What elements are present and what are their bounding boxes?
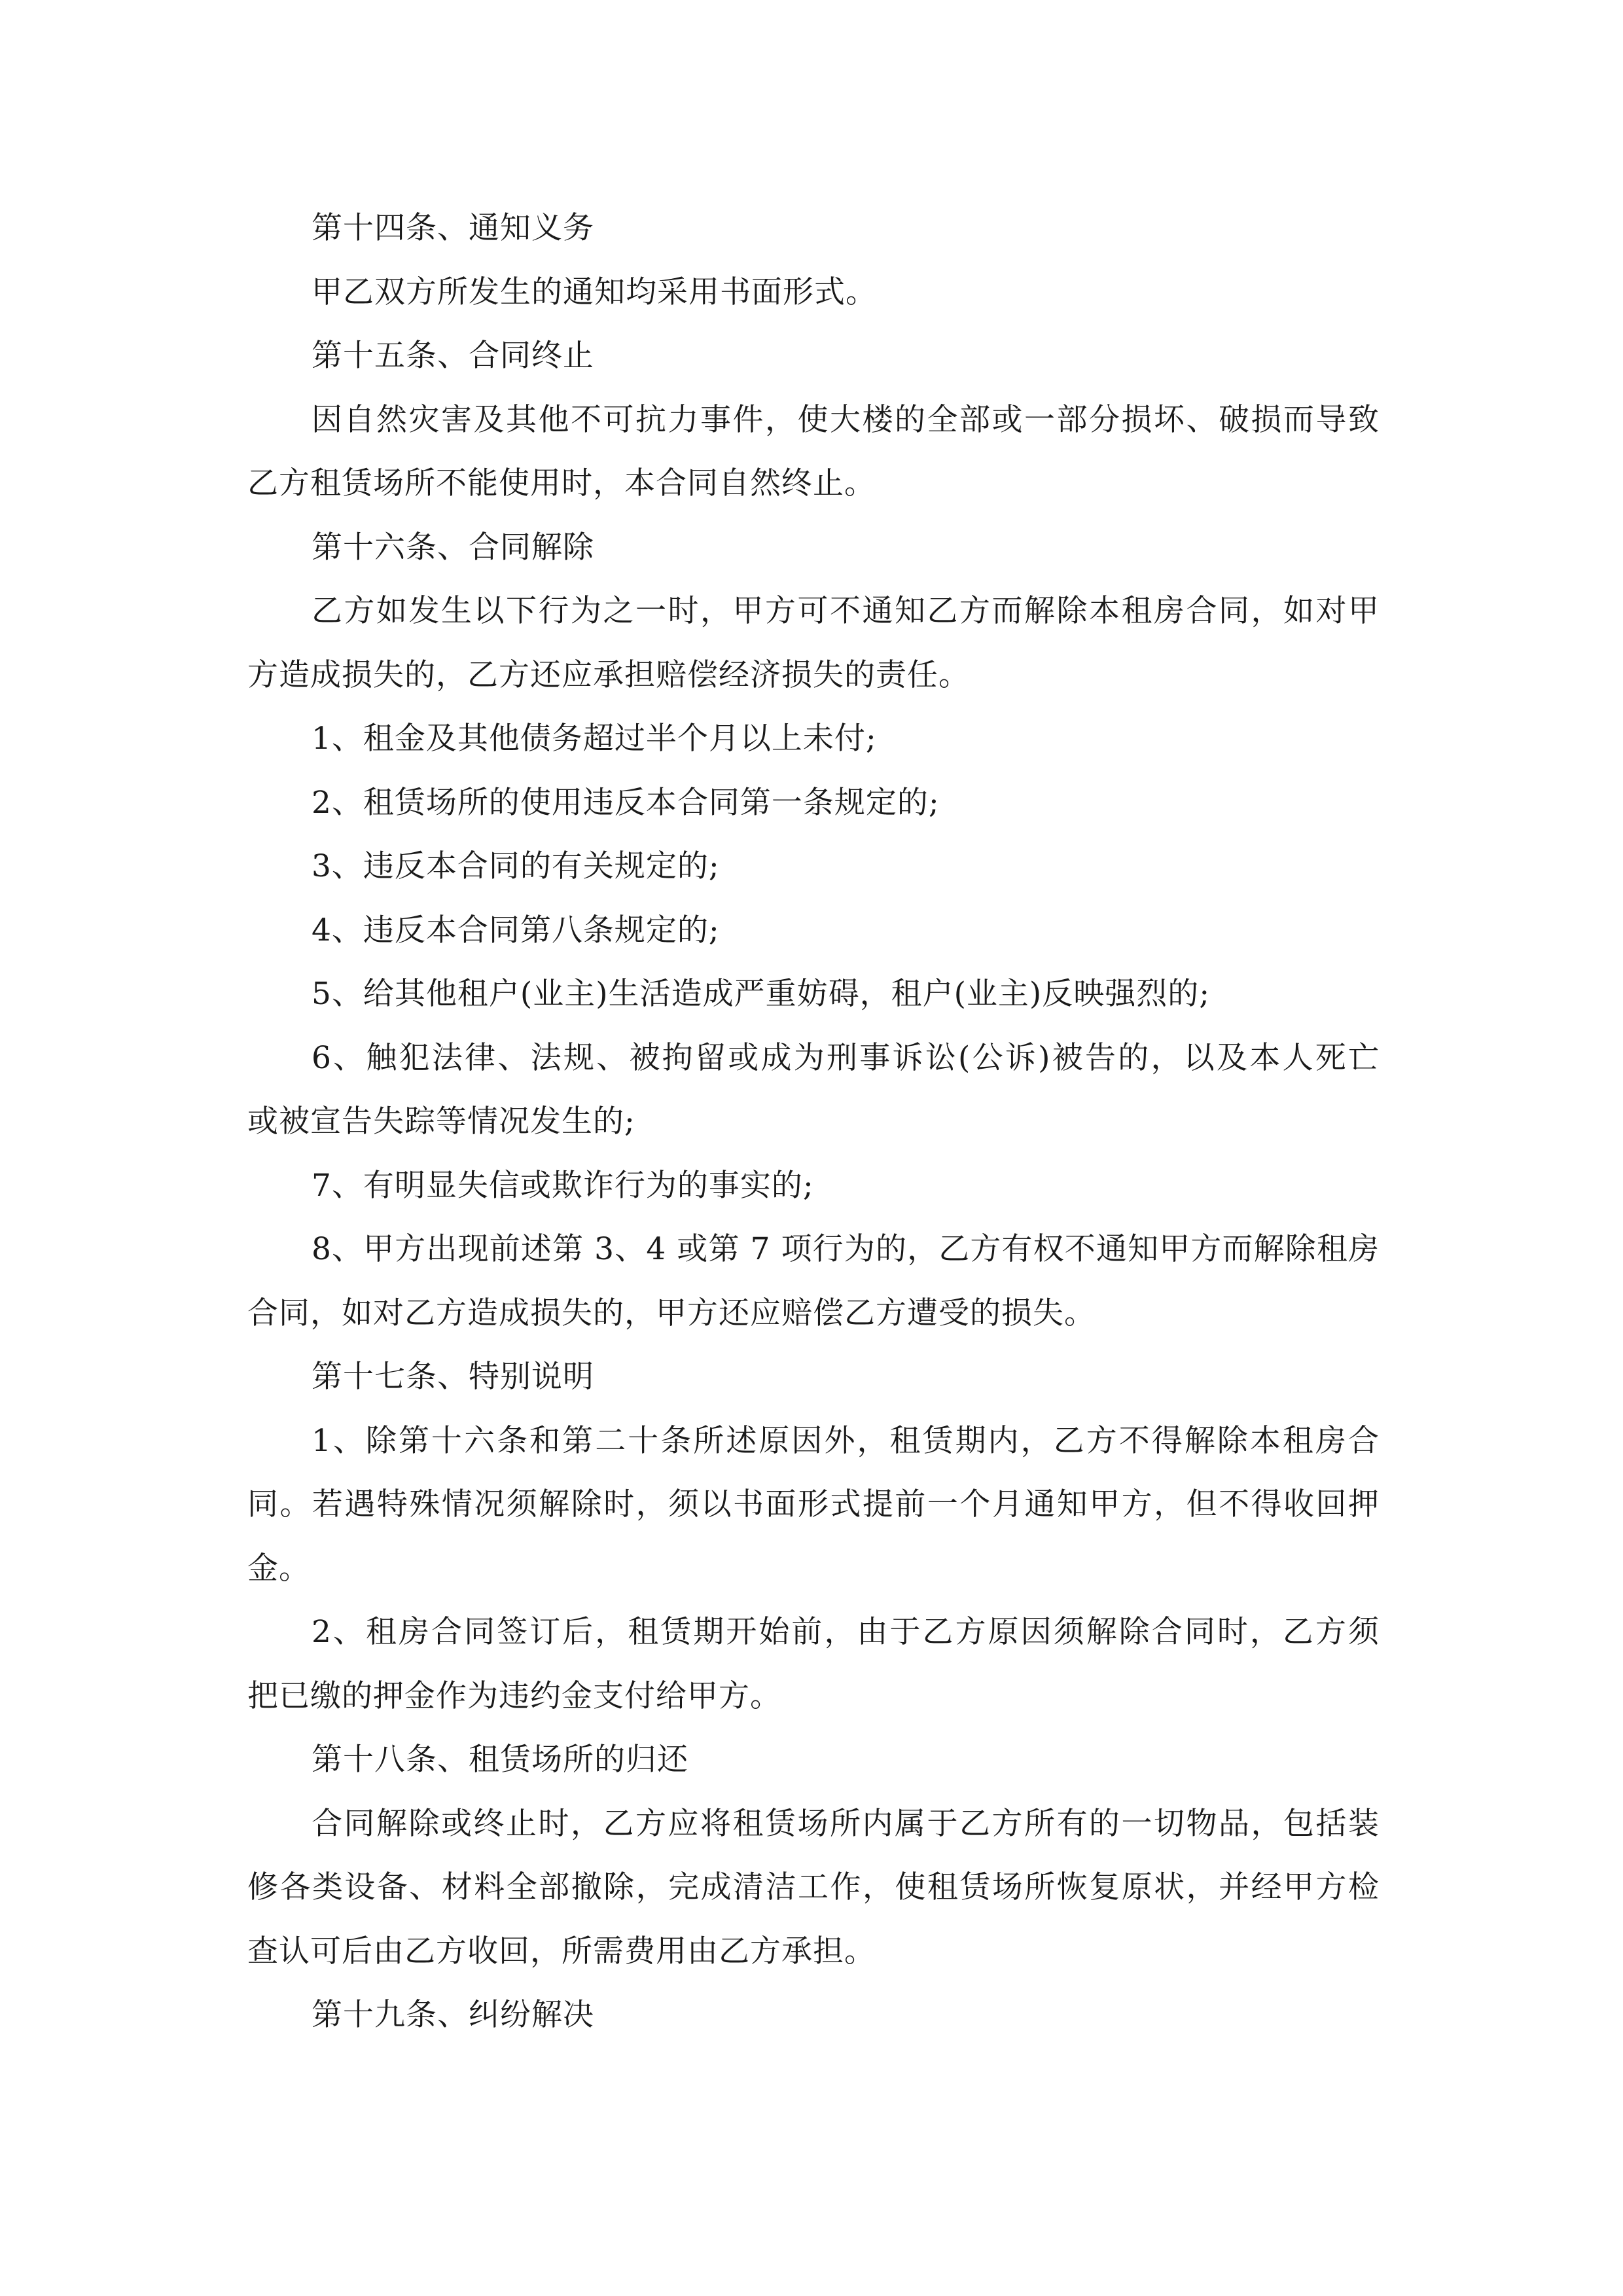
paragraph-line: 因自然灾害及其他不可抗力事件，使大楼的全部或一部分损坏、破损而导致 (312, 401, 1380, 438)
contract-body (247, 196, 1380, 2047)
paragraph-line: 修各类设备、材料全部撤除，完成清洁工作，使租赁场所恢复原状，并经甲方检 (247, 1869, 1380, 1905)
list-item: 2、租赁场所的使用违反本合同第一条规定的; (312, 784, 940, 821)
section-heading-14: 第十四条、通知义务 (312, 210, 594, 246)
paragraph-line: 合同解除或终止时，乙方应将租赁场所内属于乙方所有的一切物品，包括装 (312, 1805, 1380, 1842)
list-item-continuation: 合同，如对乙方造成损失的，甲方还应赔偿乙方遭受的损失。 (247, 1295, 1096, 1331)
list-item: 2、租房合同签订后，租赁期开始前，由于乙方原因须解除合同时，乙方须 (312, 1614, 1380, 1650)
list-item: 4、违反本合同第八条规定的; (312, 912, 720, 948)
paragraph-line: 方造成损失的，乙方还应承担赔偿经济损失的责任。 (247, 656, 970, 693)
list-item-continuation: 把已缴的押金作为违约金支付给甲方。 (247, 1677, 781, 1714)
list-item: 6、触犯法律、法规、被拘留或成为刑事诉讼(公诉)被告的，以及本人死亡 (312, 1039, 1380, 1076)
section-heading-16: 第十六条、合同解除 (312, 529, 594, 565)
list-item-continuation: 金。 (247, 1550, 310, 1587)
list-item: 7、有明显失信或欺诈行为的事实的; (312, 1167, 814, 1204)
section-heading-19: 第十九条、纠纷解决 (312, 1997, 594, 2033)
section-heading-15: 第十五条、合同终止 (312, 338, 594, 374)
section-heading-18: 第十八条、租赁场所的归还 (312, 1742, 688, 1778)
section-heading-17: 第十七条、特别说明 (312, 1359, 594, 1395)
list-item-continuation: 同。若遇特殊情况须解除时，须以书面形式提前一个月通知甲方，但不得收回押 (247, 1486, 1380, 1522)
list-item: 1、租金及其他债务超过半个月以上未付; (312, 721, 877, 757)
paragraph-line: 查认可后由乙方收回，所需费用由乙方承担。 (247, 1933, 876, 1969)
paragraph-line: 乙方如发生以下行为之一时，甲方可不通知乙方而解除本租房合同，如对甲 (312, 593, 1380, 629)
list-item: 3、违反本合同的有关规定的; (312, 848, 720, 884)
list-item-continuation: 或被宣告失踪等情况发生的; (247, 1103, 635, 1139)
list-item: 5、给其他租户(业主)生活造成严重妨碍，租户(业主)反映强烈的; (312, 976, 1211, 1012)
paragraph-line: 乙方租赁场所不能使用时，本合同自然终止。 (247, 465, 876, 501)
paragraph-line: 甲乙双方所发生的通知均采用书面形式。 (312, 274, 877, 310)
list-item: 8、甲方出现前述第 3、4 或第 7 项行为的，乙方有权不通知甲方而解除租房 (312, 1231, 1380, 1267)
list-item: 1、除第十六条和第二十条所述原因外，租赁期内，乙方不得解除本租房合 (312, 1422, 1380, 1459)
